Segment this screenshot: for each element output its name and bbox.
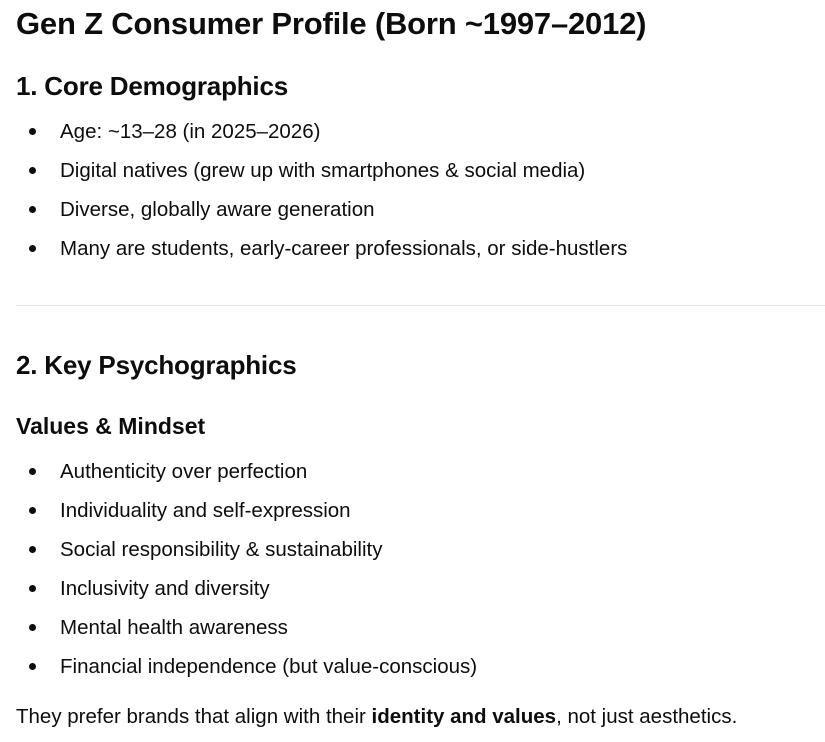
closing-text-end: , not just aesthetics.	[556, 705, 738, 728]
subheading-values-mindset: Values & Mindset	[16, 413, 206, 439]
bullet-icon	[29, 468, 36, 475]
list-item-text: Diverse, globally aware generation	[60, 198, 375, 221]
bullet-icon	[29, 585, 36, 592]
bullet-icon	[29, 546, 36, 553]
closing-paragraph	[16, 700, 737, 734]
bullet-icon	[29, 167, 36, 174]
bullet-icon	[29, 206, 36, 213]
section-divider	[16, 305, 825, 306]
list-item-text: Mental health awareness	[60, 616, 288, 639]
closing-text-start: They prefer brands that align with their	[16, 705, 372, 728]
list-item-text: Financial independence (but value-conscious)	[60, 655, 478, 678]
bullet-icon	[29, 507, 36, 514]
bullet-icon	[29, 128, 36, 135]
list-item-text: Digital natives (grew up with smartphones & social media)	[60, 159, 586, 182]
bullet-icon	[29, 245, 36, 252]
bullet-icon	[29, 663, 36, 670]
list-item-text: Inclusivity and diversity	[60, 577, 270, 600]
list-item-text: Individuality and self-expression	[60, 499, 351, 522]
list-item-text: Social responsibility & sustainability	[60, 538, 383, 561]
list-item-text: Age: ~13–28 (in 2025–2026)	[60, 120, 321, 143]
list-item-text: Many are students, early-career professionals, or side-hustlers	[60, 237, 628, 260]
list-item-text: Authenticity over perfection	[60, 460, 308, 483]
closing-text-bold: identity and values	[371, 705, 557, 728]
section-heading-key-psychographics: 2. Key Psychographics	[16, 350, 297, 380]
bullet-icon	[29, 624, 36, 631]
page-title: Gen Z Consumer Profile (Born ~1997–2012)	[16, 6, 647, 41]
section-heading-core-demographics: 1. Core Demographics	[16, 71, 288, 101]
